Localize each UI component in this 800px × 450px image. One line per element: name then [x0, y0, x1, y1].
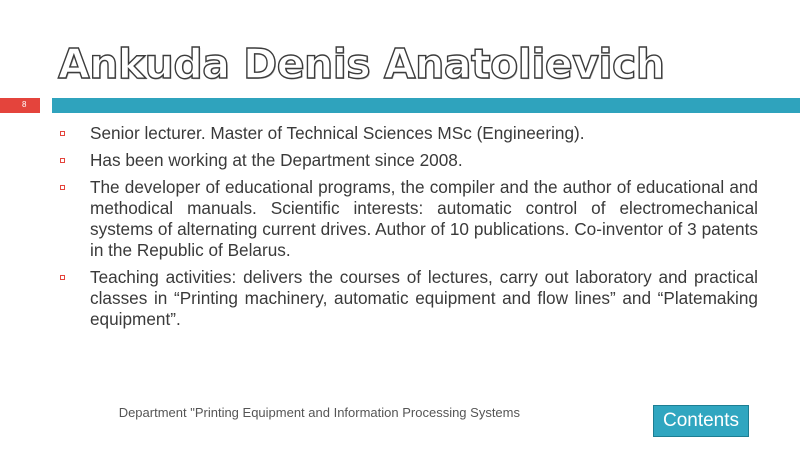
slide-number: 8: [22, 100, 27, 109]
title-divider-bar: [52, 98, 800, 113]
square-bullet-icon: [60, 158, 65, 163]
department-footer: Department "Printing Equipment and Information Processing Systems: [118, 405, 520, 420]
bullet-item: [60, 267, 758, 330]
square-bullet-icon: [60, 275, 65, 280]
bullet-text: Teaching activities: delivers the courses of lectures, carry out laboratory and practical classes in “Printing machinery, automatic equipment and flow lines” and “Platemaking equipment”.: [90, 267, 758, 329]
bullet-item: [60, 150, 758, 171]
bullet-text: Has been working at the Department since 2008.: [90, 150, 463, 170]
bullet-text: Senior lecturer. Master of Technical Sciences MSc (Engineering).: [90, 123, 585, 143]
slide-number-bar: [0, 98, 40, 113]
bullet-item: [60, 177, 758, 261]
bullet-list: [60, 123, 758, 336]
contents-button[interactable]: Contents: [653, 405, 749, 437]
square-bullet-icon: [60, 131, 65, 136]
square-bullet-icon: [60, 185, 65, 190]
bullet-text: The developer of educational programs, the compiler and the author of educational and methodical manuals. Scientific interests: automatic control of electromechanical systems of alternating current drives. Author of 10 publications. Co-inventor of 3 patents in the Republic of Belarus.: [90, 177, 758, 260]
slide-title: Ankuda Denis Anatolievich: [58, 40, 665, 88]
bullet-item: [60, 123, 758, 144]
